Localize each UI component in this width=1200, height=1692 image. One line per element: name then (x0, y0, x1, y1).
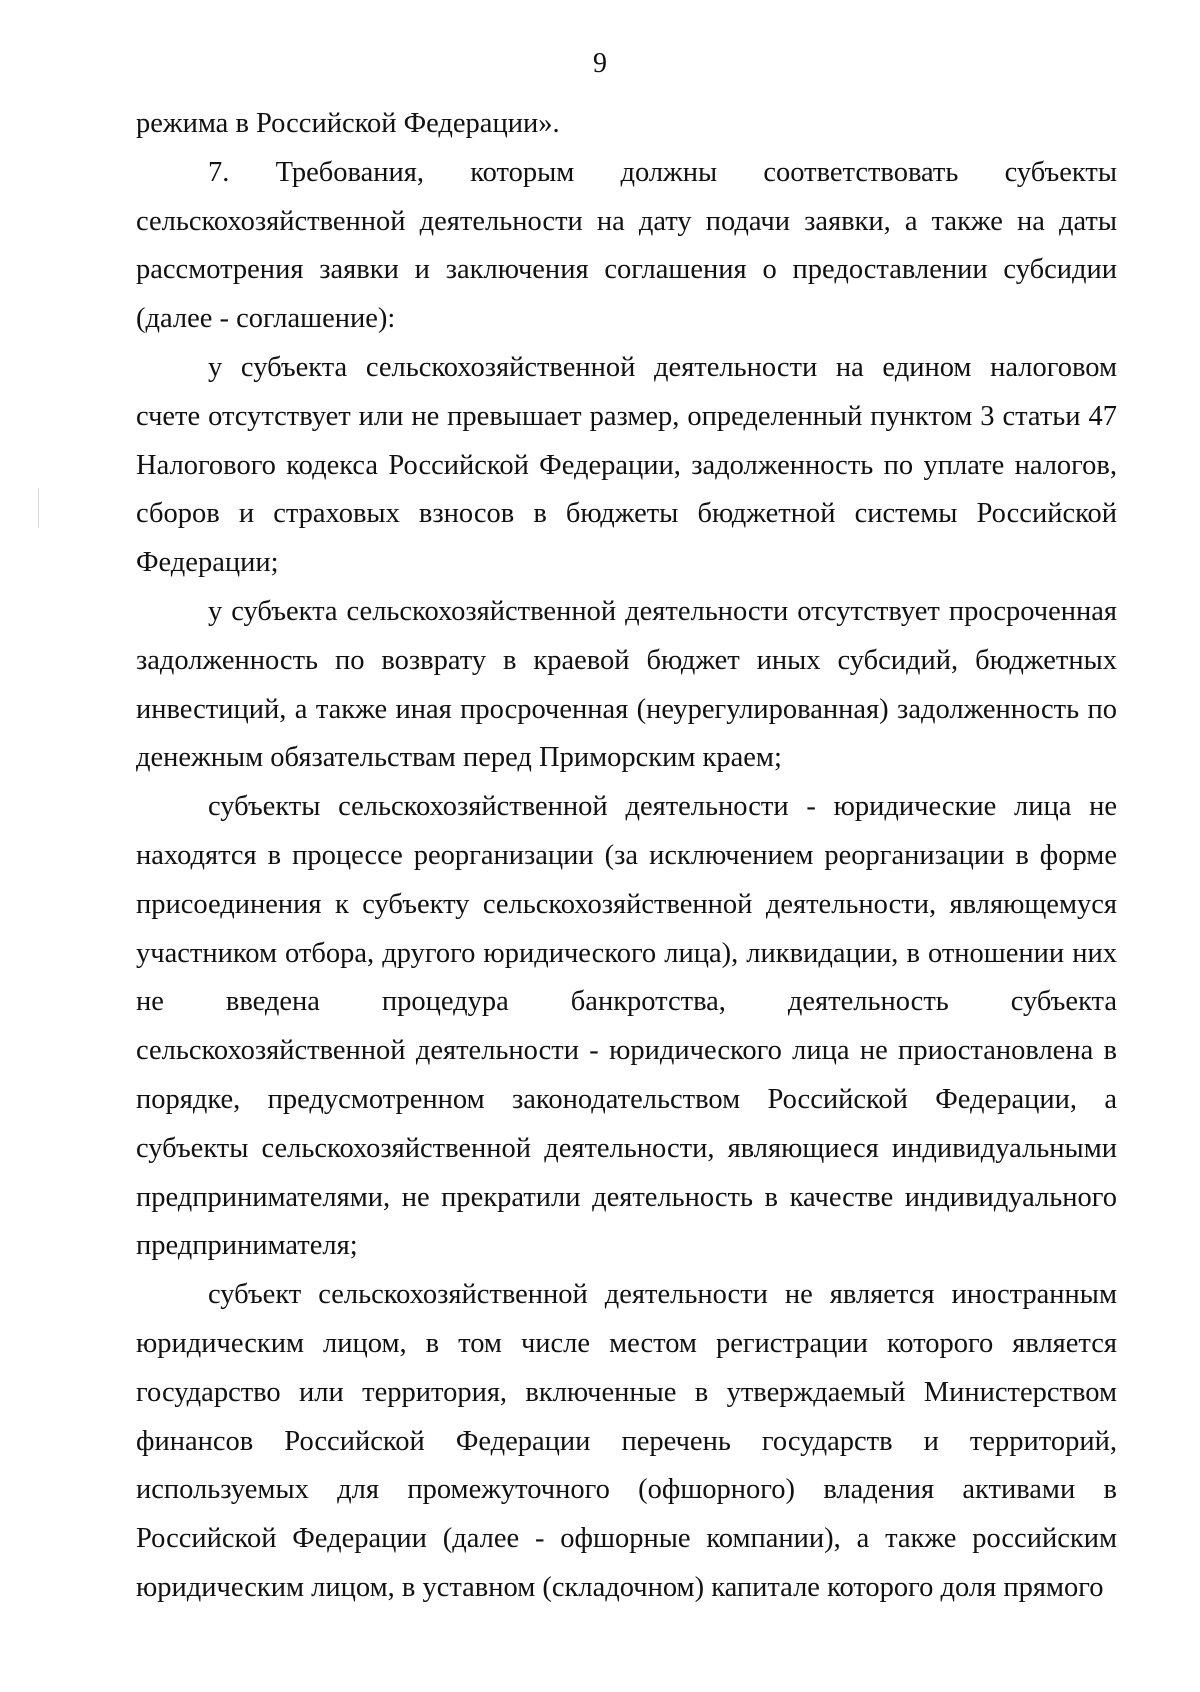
scan-margin-mark (38, 488, 39, 528)
paragraph-item-7: 7. Требования, которым должны соответствовать субъекты сельскохозяйственной деятельности на дату подачи заявки, а также на даты рассмотрения заявки и заключения соглашения о предоставлении субсидии (далее - соглашение): (136, 156, 1117, 335)
paragraph-reorganization: субъекты сельскохозяйственной деятельности - юридические лица не находятся в процессе реорганизации (за исключением реорганизации в форме присоединения к субъекту сельскохозяйственной деятельности, являющемуся участником отбора, другого юридического лица), ликвидации, в отношении них не введена процедура банкротства, деятельность субъекта сельскохозяйственной деятельности - юридического лица не приостановлена в порядке, предусмотренном законодательством Российской Федерации, а субъекты сельскохозяйственной деятельности, являющиеся индивидуальными предпринимателями, не прекратили деятельность в качестве индивидуального предпринимателя; (136, 791, 1117, 1262)
document-body (136, 100, 1117, 1613)
paragraph-foreign-entity: субъект сельскохозяйственной деятельности не является иностранным юридическим лицом, в том числе местом регистрации которого является государство или территория, включенные в утверждаемый Министерством финансов Российской Федерации перечень государств и территорий, используемых для промежуточного (офшорного) владения активами в Российской Федерации (далее - офшорные компании), а также российским юридическим лицом, в уставном (складочном) капитале которого доля прямого (136, 1279, 1117, 1603)
page-number: 9 (593, 48, 607, 79)
paragraph-tax-debt: у субъекта сельскохозяйственной деятельности на едином налоговом счете отсутствует или не превышает размер, определенный пунктом 3 статьи 47 Налогового кодекса Российской Федерации, задолженность по уплате налогов, сборов и страховых взносов в бюджеты бюджетной системы Российской Федерации; (136, 351, 1117, 579)
paragraph-overdue-debt: у субъекта сельскохозяйственной деятельности отсутствует просроченная задолженность по возврату в краевой бюджет иных субсидий, бюджетных инвестиций, а также иная просроченная (неурегулированная) задолженность по денежным обязательствам перед Приморским краем; (136, 595, 1117, 774)
paragraph-continuation: режима в Российской Федерации». (136, 108, 560, 139)
